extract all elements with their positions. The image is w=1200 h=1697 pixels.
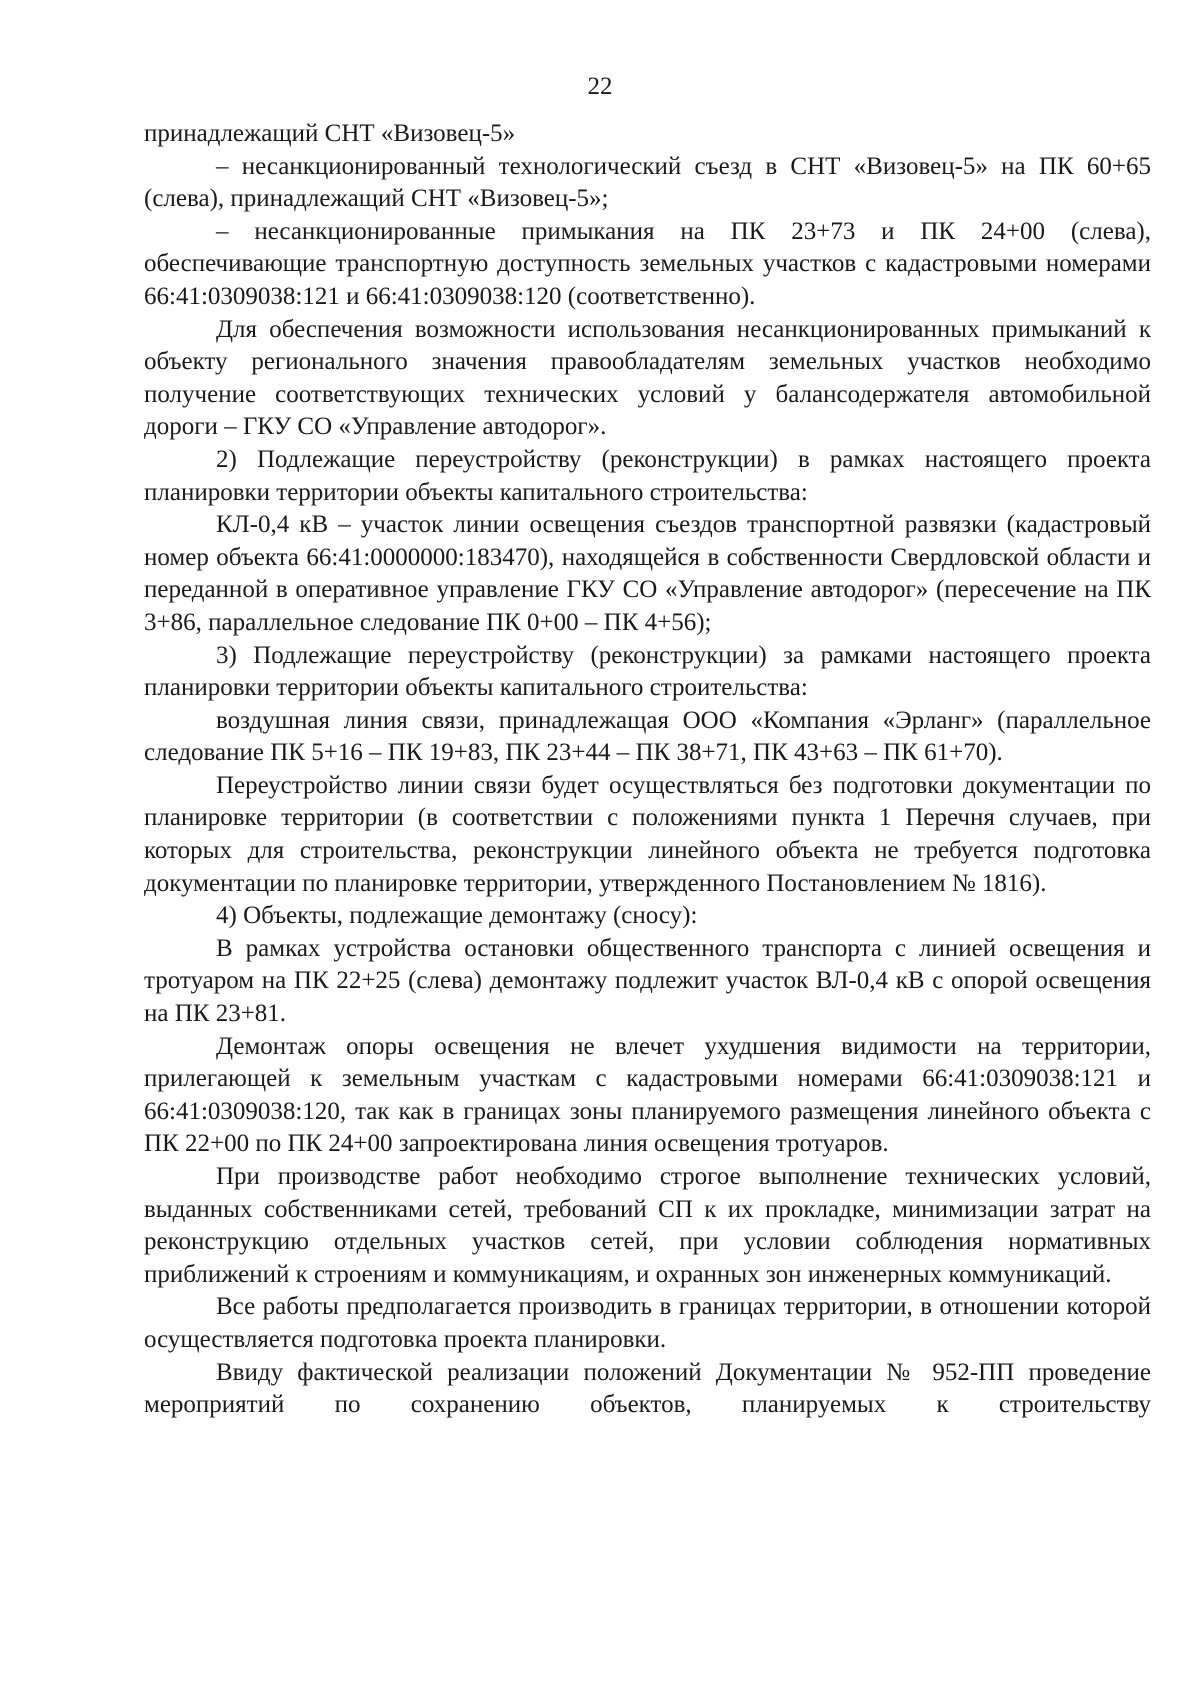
paragraph-work-boundaries: Все работы предполагается производить в границах территории, в отношении которой осуществляется подготовка проекта планировки. [144,1293,1151,1353]
paragraph-line-relocation: Переустройство линии связи будет осуществляться без подготовки документации по планировке территории (в соответствии с положениями пункта 1 Перечня случаев, при которых для строительства, реконструкции линейного объекта не требуется подготовка документации по планировке территории, утвержденного Постановлением № 1816). [144,771,1151,897]
paragraph-pole-dismantling: Демонтаж опоры освещения не влечет ухудшения видимости на территории, прилегающей к земельным участкам с кадастровыми номерами 66:41:0309038:121 и 66:41:0309038:120, так как в границах зоны планируемого размещения линейного объекта с ПК 22+00 по ПК 24+00 запроектирована линия освещения тротуаров. [144,1032,1151,1158]
paragraph-list-item-junctions: – несанкционированные примыкания на ПК 23+73 и ПК 24+00 (слева), обеспечивающие транспортную доступность земельных участков с кадастровыми номерами 66:41:0309038:121 и 66:41:0309038:120 (соответственно). [144,217,1151,310]
page-number: 22 [587,73,613,100]
paragraph-bus-stop: В рамках устройства остановки общественного транспорта с линией освещения и тротуаром на ПК 22+25 (слева) демонтажу подлежит участок ВЛ-0,4 кВ с опорой освещения на ПК 23+81. [144,934,1151,1028]
document-body [144,118,1151,1422]
paragraph-list-item-tech-exit: – несанкционированный технологический съезд в СНТ «Визовец-5» на ПК 60+65 (слева), принадлежащий СНТ «Визовец-5»; [144,152,1151,213]
paragraph-continuation: принадлежащий СНТ «Визовец-5» [144,120,516,147]
paragraph-cable-line: КЛ-0,4 кВ – участок линии освещения съездов транспортной развязки (кадастровый номер объекта 66:41:0000000:183470), находящейся в собственности Свердловской области и переданной в оперативное управление ГКУ СО «Управление автодорог» (пересечение на ПК 3+86, параллельное следование ПК 0+00 – ПК 4+56); [144,511,1151,636]
paragraph-section-2-heading: 2) Подлежащие переустройству (реконструкции) в рамках настоящего проекта планировки территории объекты капитального строительства: [144,445,1151,506]
paragraph-technical-conditions: Для обеспечения возможности использования несанкционированных примыканий к объекту регионального значения правообладателям земельных участков необходимо получение соответствующих технических условий у балансодержателя автомобильной дороги – ГКУ СО «Управление автодорог». [144,315,1151,441]
paragraph-section-3-heading: 3) Подлежащие переустройству (реконструкции) за рамками настоящего проекта планировки территории объекты капитального строительства: [144,641,1151,702]
paragraph-work-requirements: При производстве работ необходимо строгое выполнение технических условий, выданных собственниками сетей, требований СП к их прокладке, минимизации затрат на реконструкцию отдельных участков сетей, при условии соблюдения нормативных приближений к строениям и коммуникациям, и охранных зон инженерных коммуникаций. [144,1163,1151,1288]
paragraph-section-4-heading: 4) Объекты, подлежащие демонтажу (сносу): [216,902,698,930]
paragraph-overhead-line: воздушная линия связи, принадлежащая ООО «Компания «Эрланг» (параллельное следование ПК 5+16 – ПК 19+83, ПК 23+44 – ПК 38+71, ПК 43+63 – ПК 61+70). [144,706,1151,767]
paragraph-documentation-952: Ввиду фактической реализации положений Документации № 952-ПП проведение мероприятий по сохранению объектов, планируемых к строительству [144,1358,1151,1419]
